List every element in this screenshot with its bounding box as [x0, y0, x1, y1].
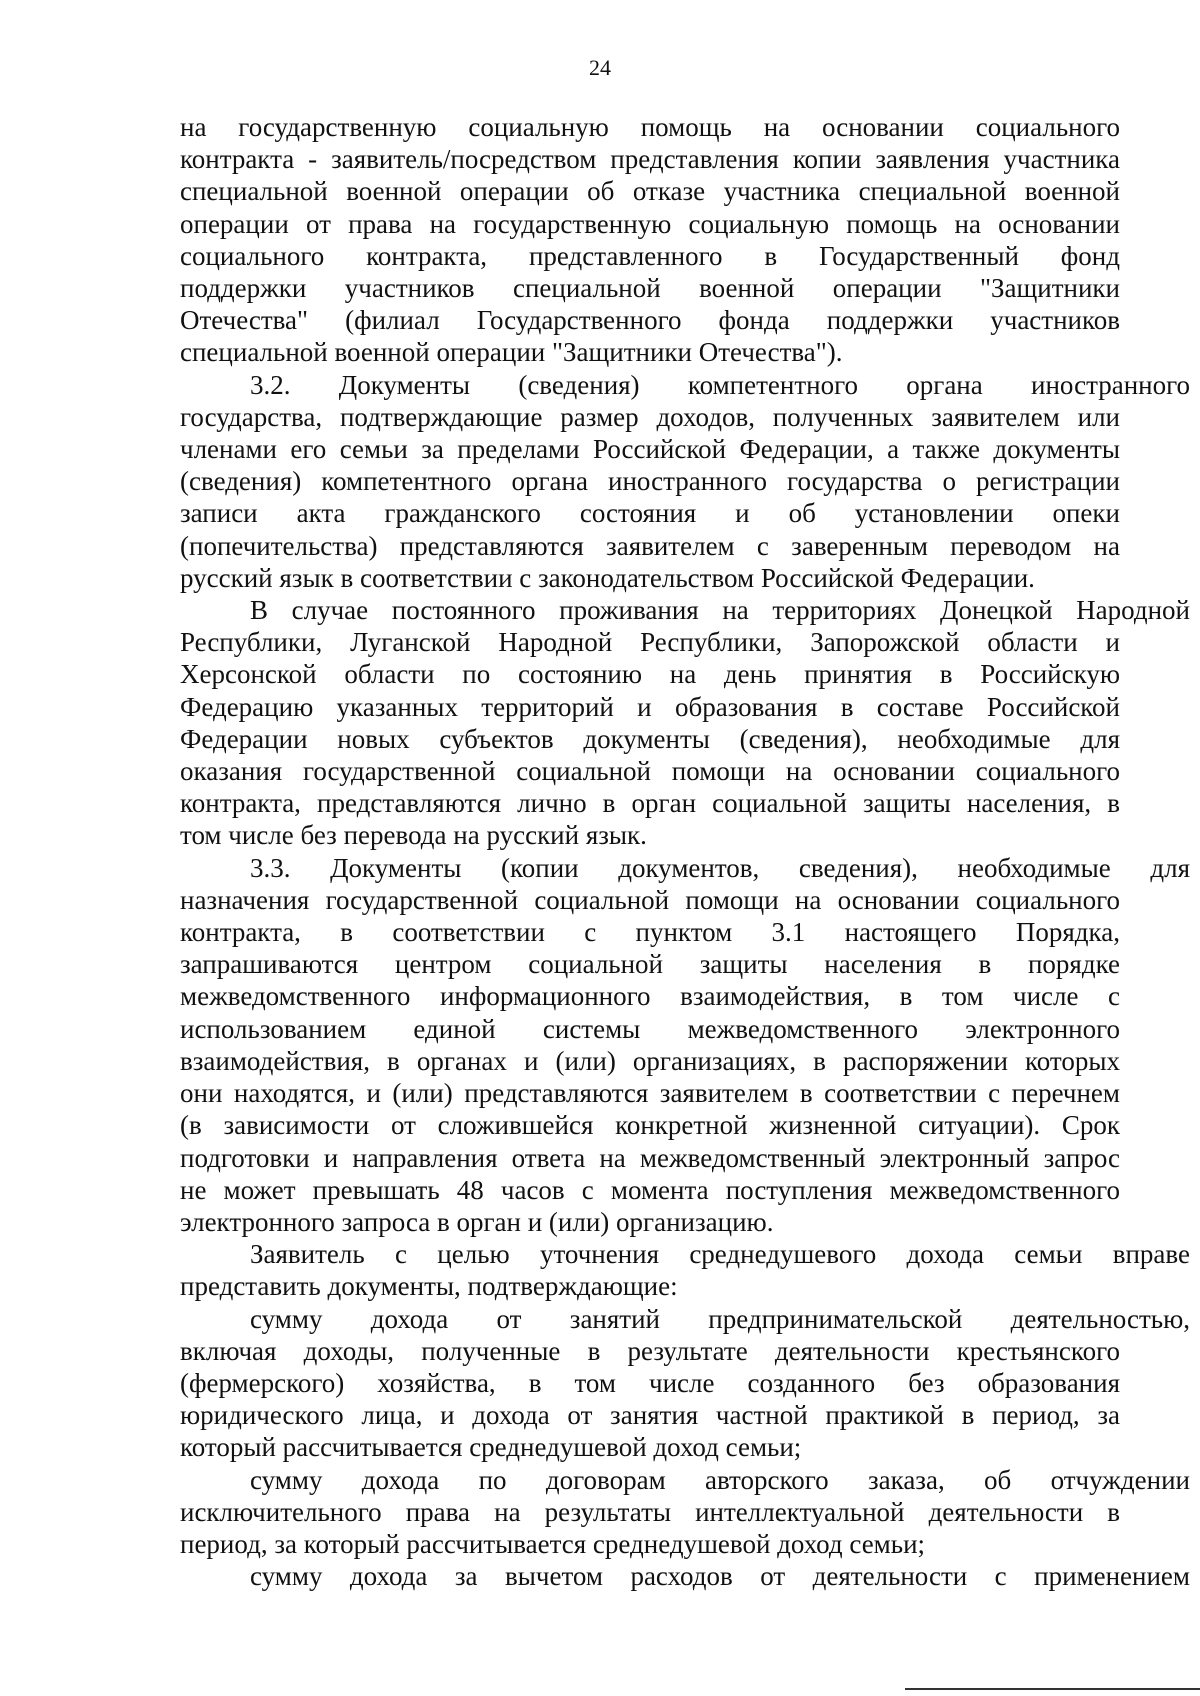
text-line: запрашиваются центром социальной защиты населения в порядке	[180, 949, 1120, 980]
text-line: (попечительства) представляются заявителем с заверенным переводом на	[180, 530, 1120, 561]
text-line: Федерации новых субъектов документы (сведения), необходимые для	[180, 723, 1120, 754]
text-line: государства, подтверждающие размер доходов, полученных заявителем или	[180, 401, 1120, 432]
footer-rule	[905, 1688, 1200, 1690]
text-line: Республики, Луганской Народной Республики, Запорожской области и	[180, 627, 1120, 658]
text-line: русский язык в соответствии с законодательством Российской Федерации.	[180, 562, 1035, 593]
text-line: сумму дохода от занятий предпринимательской деятельностью,	[250, 1303, 1190, 1334]
text-line: который рассчитывается среднедушевой доход семьи;	[180, 1432, 802, 1463]
text-line: на государственную социальную помощь на основании социального	[180, 112, 1120, 142]
text-line: 3.2. Документы (сведения) компетентного органа иностранного	[250, 369, 1190, 400]
text-line: взаимодействия, в органах и (или) организациях, в распоряжении которых	[180, 1045, 1120, 1076]
text-line: В случае постоянного проживания на территориях Донецкой Народной	[250, 595, 1190, 626]
text-line: том числе без перевода на русский язык.	[180, 820, 647, 851]
text-line: специальной военной операции об отказе участника специальной военной	[180, 176, 1120, 207]
text-line: назначения государственной социальной помощи на основании социального	[180, 884, 1120, 915]
text-line: оказания государственной социальной помощи на основании социального	[180, 756, 1120, 787]
text-line: специальной военной операции "Защитники Отечества").	[180, 337, 843, 368]
text-line: Херсонской области по состоянию на день принятия в Российскую	[180, 659, 1120, 690]
text-line: контракта, в соответствии с пунктом 3.1 настоящего Порядка,	[180, 917, 1120, 948]
text-line: подготовки и направления ответа на межведомственный электронный запрос	[180, 1142, 1120, 1173]
text-line: исключительного права на результаты интеллектуальной деятельности в	[180, 1496, 1120, 1527]
text-line: (сведения) компетентного органа иностранного государства о регистрации	[180, 466, 1120, 497]
text-line: использованием единой системы межведомственного электронного	[180, 1013, 1120, 1044]
text-line: период, за который рассчитывается среднедушевой доход семьи;	[180, 1528, 926, 1559]
text-line: контракта - заявитель/посредством представления копии заявления участника	[180, 144, 1120, 175]
page-number: 24	[589, 55, 611, 80]
text-line: электронного запроса в орган и (или) организацию.	[180, 1206, 774, 1237]
document-body	[180, 111, 1190, 1592]
text-line: записи акта гражданского состояния и об установлении опеки	[180, 498, 1120, 529]
text-line: 3.3. Документы (копии документов, сведения), необходимые для	[250, 852, 1190, 883]
text-line: сумму дохода по договорам авторского заказа, об отчуждении	[250, 1464, 1190, 1495]
text-line: поддержки участников специальной военной операции "Защитники	[180, 273, 1120, 304]
text-line: операции от права на государственную социальную помощь на основании	[180, 208, 1120, 239]
text-line: Федерацию указанных территорий и образования в составе Российской	[180, 691, 1120, 722]
text-line: (фермерского) хозяйства, в том числе созданного без образования	[180, 1367, 1120, 1398]
text-line: сумму дохода за вычетом расходов от деятельности с применением	[250, 1561, 1190, 1592]
text-line: Отечества" (филиал Государственного фонда поддержки участников	[180, 305, 1120, 336]
text-line: социального контракта, представленного в Государственный фонд	[180, 240, 1120, 271]
text-line: представить документы, подтверждающие:	[180, 1271, 678, 1302]
text-line: включая доходы, полученные в результате деятельности крестьянского	[180, 1335, 1120, 1366]
text-line: они находятся, и (или) представляются заявителем в соответствии с перечнем	[180, 1078, 1120, 1109]
text-line: межведомственного информационного взаимодействия, в том числе с	[180, 981, 1120, 1012]
text-line: контракта, представляются лично в орган социальной защиты населения, в	[180, 788, 1120, 819]
text-line: членами его семьи за пределами Российской Федерации, а также документы	[180, 434, 1120, 465]
text-line: юридического лица, и дохода от занятия частной практикой в период, за	[180, 1400, 1120, 1431]
text-line: (в зависимости от сложившейся конкретной жизненной ситуации). Срок	[180, 1110, 1120, 1141]
text-line: Заявитель с целью уточнения среднедушевого дохода семьи вправе	[250, 1239, 1190, 1270]
text-line: не может превышать 48 часов с момента поступления межведомственного	[180, 1174, 1120, 1205]
